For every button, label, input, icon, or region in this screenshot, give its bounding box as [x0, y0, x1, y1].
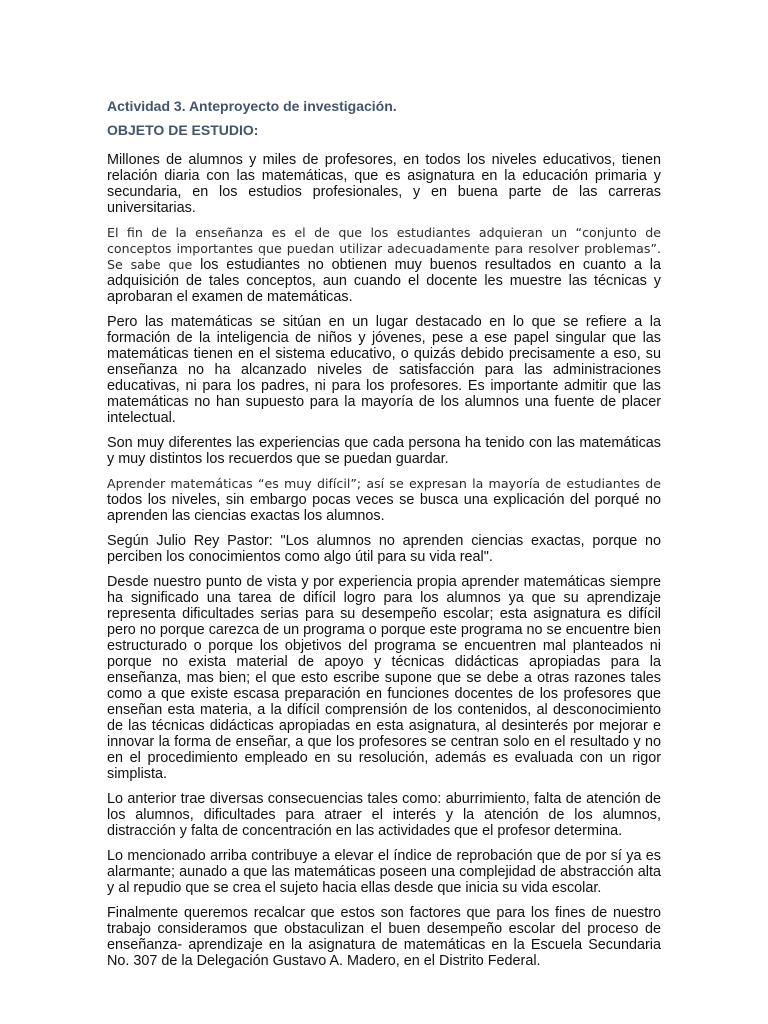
- activity-title: Actividad 3. Anteproyecto de investigación.: [107, 98, 397, 114]
- paragraph-5-rest: todos los niveles, sin embargo pocas veces se busca una explicación del porqué no aprenden las ciencias exactas los alumnos.: [107, 492, 661, 524]
- paragraph-2-rest: los estudiantes no obtienen muy buenos resultados en cuanto a la adquisición de tales conceptos, aun cuando el docente les muestre las técnicas y aprobaran el examen de matemáticas.: [107, 257, 661, 305]
- paragraph-4: Son muy diferentes las experiencias que cada persona ha tenido con las matemáticas y muy distintos los recuerdos que se puedan guardar.: [107, 435, 661, 467]
- paragraph-7: Desde nuestro punto de vista y por experiencia propia aprender matemáticas siempre ha significado una tarea de difícil logro para los alumnos ya que su aprendizaje representa dificultades serias para su desempeño escolar; esta asignatura es difícil pero no porque carezca de un programa o porque este programa no se encuentre bien estructurado o porque los objetivos del programa se encuentren mal planteados ni porque no exista material de apoyo y técnicas didácticas apropiadas para la enseñanza, mas bien; el que esto escribe supone que se debe a otras razones tales como a que existe escasa preparación en funciones docentes de los profesores que enseñan esta materia, a la difícil comprensión de los contenidos, al desconocimiento de las técnicas didácticas apropiadas en esta asignatura, al desinterés por mejorar e innovar la forma de enseñar, a que los profesores se centran solo en el resultado y no en el procedimiento empleado en su resolución, además es evaluada con un rigor simplista.: [107, 574, 661, 782]
- paragraph-5-lead: Aprender matemáticas “es muy difícil”; así se expresan la mayoría de estudiantes de: [107, 476, 661, 491]
- paragraph-10: Finalmente queremos recalcar que estos son factores que para los fines de nuestro trabajo consideramos que obstaculizan el buen desempeño escolar del proceso de enseñanza- aprendizaje en la asignatura de matemáticas en la Escuela Secundaria No. 307 de la Delegación Gustavo A. Madero, en el Distrito Federal.: [107, 905, 661, 969]
- paragraph-2: [107, 225, 661, 305]
- paragraph-9: Lo mencionado arriba contribuye a elevar el índice de reprobación que de por sí ya es alarmante; aunado a que las matemáticas poseen una complejidad de abstracción alta y al repudio que se crea el sujeto hacia ellas desde que inicia su vida escolar.: [107, 848, 661, 896]
- paragraph-6: Según Julio Rey Pastor: "Los alumnos no aprenden ciencias exactas, porque no perciben los conocimientos como algo útil para su vida real".: [107, 533, 661, 565]
- paragraph-1: Millones de alumnos y miles de profesores, en todos los niveles educativos, tienen relación diaria con las matemáticas, que es asignatura en la educación primaria y secundaria, en los estudios profesionales, y en buena parte de las carreras universitarias.: [107, 152, 661, 216]
- paragraph-5: [107, 476, 661, 524]
- document-body: [107, 98, 661, 978]
- paragraph-3: Pero las matemáticas se sitúan en un lugar destacado en lo que se refiere a la formación de la inteligencia de niños y jóvenes, pese a ese papel singular que las matemáticas tienen en el sistema educativo, o quizás debido precisamente a eso, su enseñanza no ha alcanzado niveles de satisfacción para las administraciones educativas, ni para los padres, ni para los profesores. Es importante admitir que las matemáticas no han supuesto para la mayoría de los alumnos una fuente de placer intelectual.: [107, 314, 661, 426]
- section-title: OBJETO DE ESTUDIO:: [107, 122, 259, 138]
- paragraph-8: Lo anterior trae diversas consecuencias tales como: aburrimiento, falta de atención de los alumnos, dificultades para atraer el interés y la atención de los alumnos, distracción y falta de concentración en las actividades que el profesor determina.: [107, 791, 661, 839]
- paragraph-2-lead: El fin de la enseñanza es el de que los estudiantes adquieran un “conjunto de conceptos importantes que puedan utilizar adecuadamente para resolver problemas”. Se sabe que: [107, 225, 661, 272]
